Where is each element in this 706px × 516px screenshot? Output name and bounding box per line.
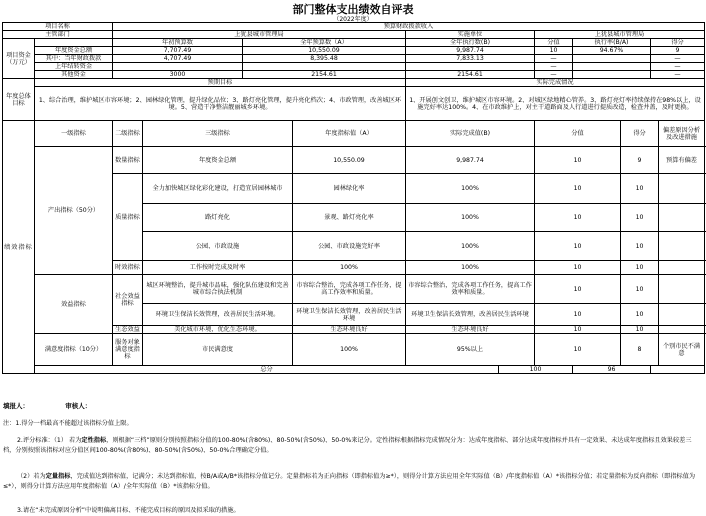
dept-value: 上犹县城市管理局 xyxy=(113,31,406,39)
eco-label: 生态效益 xyxy=(113,326,143,334)
funds-row: 其中：当年财政拨款 4,707.49 8,395.48 7,833.13 — — xyxy=(3,55,705,63)
perf-row: 环境卫生保洁长效管理，改善居民生活环境。 环境卫生保洁长效管理，改善居民生活环境 环境卫生保洁长效管理，改善居民生活环境 10 10 xyxy=(3,304,705,326)
perf-row: 生态效益 美化城市环境，优化生态环境。 生态环境良好 生态环境良好 10 10 xyxy=(3,326,705,334)
col-actual: 实际完成值(B) xyxy=(406,121,535,147)
quantity-label: 数量指标 xyxy=(113,147,143,174)
col-score-weight: 分值 xyxy=(535,39,573,47)
expected-goal-text: 1、综合治理，维护城区市容环境；2、园林绿化管理，提升绿化品位；3、路灯亮化管理，提升亮化档次；4、市政管理，改善城区环境。5、营造干净整洁靓丽城乡环境。 xyxy=(35,87,406,121)
funds-label: 项目资金（万元） xyxy=(3,39,35,79)
perf-row: 质量指标 全力加快城区绿化彩化建设，打造宜居园林城市 园林绿化率 100% 10 10 xyxy=(3,174,705,204)
total-reason-blank xyxy=(651,366,705,374)
col-full-budget: 全年预算数（A） xyxy=(243,39,406,47)
col-l3: 三级指标 xyxy=(143,121,293,147)
total-score: 96 xyxy=(573,366,651,374)
perf-row: 产出指标（50分） 数量指标 年度资金总额 10,550.09 9,987.74 10 9 预算有偏差 xyxy=(3,147,705,174)
note-2: 2.评分标准：（1） 若为定性指标，则根据“三档”原则分别按照指标分值的100-80%(含80%)、80-50%(含50%)、50-0%来记分。定性指标根据指标完成情况分为：达成年度指标、部分达成年度指标并具有一定效果、未达成年度指标且效果较差三档，分别按照该指标对应分值区间100-80%(含80%)、80-50%(含50%)、50-0%合理确定分值。 xyxy=(3,437,692,454)
actual-goal-text: 1、开展创文创卫，维护城区市容环境。2、对城区绿地精心管养。3、路灯亮灯率持续保持在98%以上，设施完好率达100%。4、在市政维护上，对主干道路面及人行道进行提质改造，检查井盖，及时更换。 xyxy=(406,87,705,121)
social-label: 社会效益指标 xyxy=(113,275,143,326)
funds-row: 年度资金总额 7,707.49 10,550.09 9,987.74 10 94.67% 9 xyxy=(3,47,705,55)
perf-row: 公园、市政设施 公园、市政设施完好率 100% 10 10 xyxy=(3,232,705,261)
col-reason: 偏差原因分析及改进措施 xyxy=(659,121,705,147)
funds-blank-head xyxy=(35,39,113,47)
perf-row: 满意度指标（10分） 服务对象满意度指标 市民满意度 100% 95%以上 10 8 个别市民不满意 xyxy=(3,334,705,366)
impl-value: 上犹县城市管理局 xyxy=(535,31,705,39)
output-label: 产出指标（50分） xyxy=(35,147,113,275)
page-title: 部门整体支出绩效自评表 xyxy=(292,3,414,16)
col-l2: 二级指标 xyxy=(113,121,143,147)
dept-label: 主管部门 xyxy=(3,31,113,39)
goals-label: 年度总体目标 xyxy=(3,79,35,121)
satisfaction-label: 满意度指标（10分） xyxy=(35,334,113,366)
col-l1: 一级指标 xyxy=(35,121,113,147)
quality-label: 质量指标 xyxy=(113,174,143,261)
funds-row: 其他资金 3000 2154.61 2154.61 — — xyxy=(3,71,705,79)
note-4: 3.请在“未完成原因分析”中说明偏离目标、不能完成目标的原因及拟采取的措施。 xyxy=(17,507,240,514)
perf-row: 时效指标 工作按时完成及时率 100% 100% 10 10 xyxy=(3,261,705,275)
note-3: （2）若为定量指标，完成值达到指标值，记满分；未达到指标值，按B/A或A/B*该指标分值记分。定量指标若为正向指标（即指标值为≥*），则得分计算方法应用全年实际值（B）/年度指标值（A）*该指标分值；若定量指标为反向指标（即指标值为≤*），则得分计算方法应用年度指标值（A）/全年实际值（B）*该指标分值。 xyxy=(3,473,696,490)
benefit-label: 效益指标 xyxy=(35,275,113,334)
impl-label: 实施单位 xyxy=(406,31,535,39)
filler-label: 填报人： xyxy=(3,402,29,410)
expected-goal-label: 预期目标 xyxy=(35,79,406,87)
funds-row: 上年结转资金 — — xyxy=(3,63,705,71)
perf-row: 路灯亮化 景观、路灯亮化率 100% 10 10 xyxy=(3,204,705,232)
project-name-label: 项目名称 xyxy=(3,23,113,31)
col-exec-rate: 执行率(B/A) xyxy=(573,39,651,47)
col-score: 得分 xyxy=(651,39,705,47)
reviewer-label: 审核人： xyxy=(65,402,92,410)
perf-row: 效益指标 社会效益指标 城区环境整治，提升城市品味，强化队伍建设和完善城市综合执法机制 市容综合整治，完成各项工作任务，提高工作效率和质量。 市容综合整治，完成各项工作任务，提高工作效率和质量。 10 10 xyxy=(3,275,705,304)
evaluation-table xyxy=(2,22,705,374)
total-row xyxy=(3,366,705,374)
signature-line xyxy=(3,401,91,410)
actual-goal-label: 实际完成情况 xyxy=(406,79,705,87)
perf-side-label: 绩效指标 xyxy=(3,121,35,374)
service-label: 服务对象满意度指标 xyxy=(113,334,143,366)
total-weight: 100 xyxy=(499,366,573,374)
time-label: 时效指标 xyxy=(113,261,143,275)
note-1: 注：1.得分一档最高不能超过该指标分值上限。 xyxy=(3,420,133,427)
col-perf-score: 得分 xyxy=(621,121,659,147)
report-year: （2022年度） xyxy=(333,16,373,23)
col-target: 年度指标值（A） xyxy=(293,121,406,147)
project-name-value: 预算财政拨款收入 xyxy=(113,23,705,31)
col-full-exec: 全年执行数(B) xyxy=(406,39,535,47)
total-label: 总分 xyxy=(35,366,499,374)
col-annual: 年初预算数 xyxy=(113,39,243,47)
col-weight: 分值 xyxy=(535,121,621,147)
